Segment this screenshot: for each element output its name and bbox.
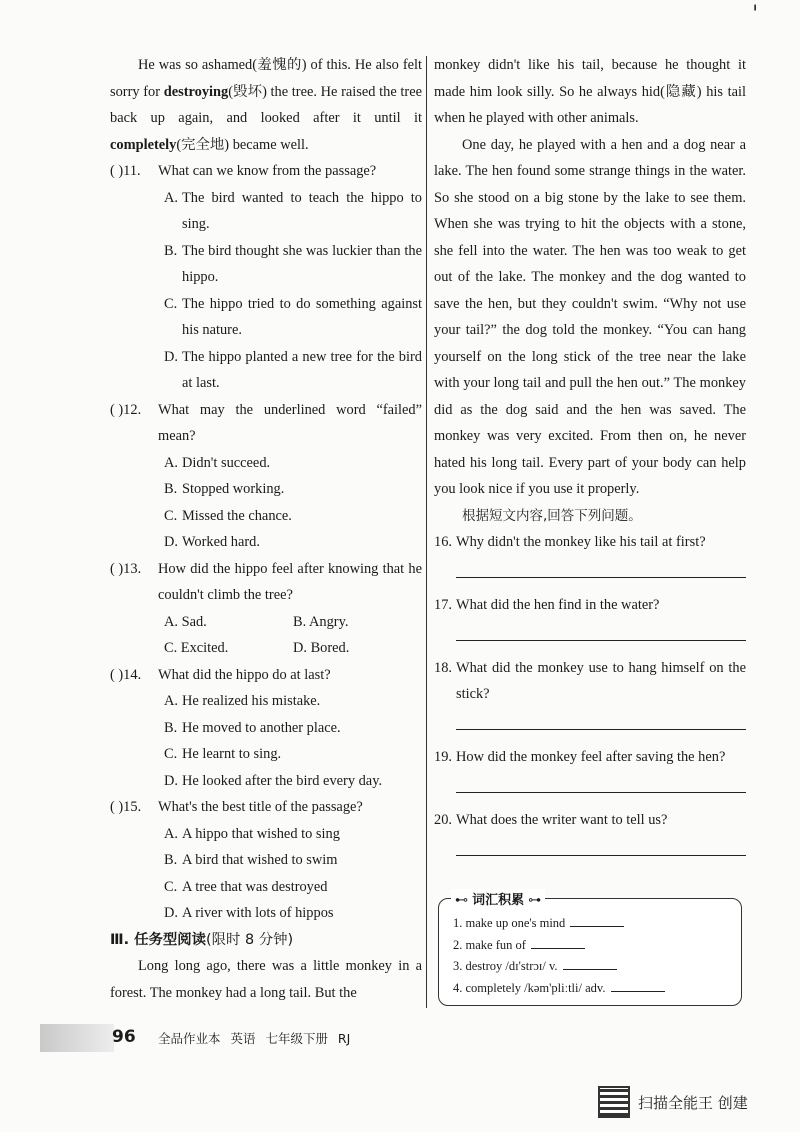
page-number: 96 bbox=[112, 1027, 136, 1047]
footer-shade bbox=[40, 1024, 114, 1052]
question-12 bbox=[110, 397, 422, 556]
option-b: B. The bird thought she was luckier than the hippo. bbox=[164, 242, 422, 285]
question-20: 20. What does the writer want to tell us? bbox=[434, 807, 746, 856]
passage-start: Long long ago, there was a little monkey in a forest. The monkey had a long tail. But the bbox=[110, 958, 422, 1001]
column-divider bbox=[426, 56, 427, 1008]
instruction: 根据短文内容,回答下列问题。 bbox=[462, 507, 642, 524]
vocabulary-title: ⊷ 词汇积累 ⊶ bbox=[451, 889, 545, 908]
vocab-item: 4. completely /kəm'pliːtli/ adv. bbox=[453, 978, 741, 1000]
corner-mark: ╹ bbox=[752, 6, 759, 17]
vocabulary-box bbox=[438, 893, 742, 1006]
question-13 bbox=[110, 556, 422, 662]
section-heading: Ⅲ. 任务型阅读(限时 8 分钟) bbox=[110, 931, 294, 948]
option-a: A. A hippo that wished to sing bbox=[164, 825, 340, 842]
answer-bracket[interactable]: ( )14. bbox=[110, 666, 142, 683]
fill-blank[interactable] bbox=[611, 979, 665, 992]
answer-bracket[interactable]: ( )13. bbox=[110, 560, 142, 577]
question-14 bbox=[110, 662, 422, 795]
option-d: D. The hippo planted a new tree for the bird at last. bbox=[164, 348, 422, 391]
question-text: What can we know from the passage? bbox=[158, 163, 377, 179]
option-d: D. Worked hard. bbox=[164, 534, 260, 550]
answer-line[interactable] bbox=[456, 717, 746, 730]
qr-code-icon bbox=[598, 1086, 630, 1118]
answer-line[interactable] bbox=[456, 565, 746, 578]
scanner-watermark bbox=[598, 1086, 778, 1120]
fill-blank[interactable] bbox=[570, 914, 624, 927]
option-a: A. The bird wanted to teach the hippo to sing. bbox=[164, 189, 422, 232]
fill-blank[interactable] bbox=[531, 936, 585, 949]
option-row: C. Excited. D. Bored. bbox=[164, 640, 350, 656]
option-d: D. He looked after the bird every day. bbox=[164, 772, 383, 789]
option-b: B. He moved to another place. bbox=[164, 719, 341, 736]
answer-line[interactable] bbox=[456, 843, 746, 856]
right-column bbox=[434, 52, 746, 870]
question-11 bbox=[110, 158, 422, 397]
question-text: What may the underlined word “failed” mean? bbox=[158, 401, 422, 444]
option-a: A. He realized his mistake. bbox=[164, 693, 321, 709]
option-d: D. A river with lots of hippos bbox=[164, 905, 334, 921]
option-row: A. Sad. B. Angry. bbox=[164, 613, 349, 630]
left-column bbox=[110, 52, 422, 1006]
question-16: 16. Why didn't the monkey like his tail at first? bbox=[434, 529, 746, 578]
option-c: C. He learnt to sing. bbox=[164, 746, 282, 762]
question-text: How did the hippo feel after knowing that he couldn't climb the tree? bbox=[158, 560, 422, 603]
question-text: What's the best title of the passage? bbox=[158, 799, 363, 815]
fill-blank[interactable] bbox=[563, 957, 617, 970]
question-18: 18. What did the monkey use to hang himself on the stick? bbox=[434, 655, 746, 730]
option-c: C. The hippo tried to do something against his nature. bbox=[164, 295, 422, 338]
watermark-text: 扫描全能王 创建 bbox=[638, 1094, 748, 1112]
answer-bracket[interactable]: ( )15. bbox=[110, 799, 142, 815]
passage-continued: monkey didn't like his tail, because he thought it made him look silly. So he always hid(隐藏) his tail when he played with other animals. bbox=[434, 57, 746, 126]
answer-bracket[interactable]: ( )11. bbox=[110, 163, 141, 179]
option-a: A. Didn't succeed. bbox=[164, 454, 271, 471]
passage-paragraph-2: One day, he played with a hen and a dog near a lake. The hen found some strange things in the water. So she stood on a big stone by the lake to see them. When she was trying to hit the objects with a stone, she fell into the water. The hen was too weak to get out of the lake. The monkey and the dog wanted to save the hen, but they couldn't swim. “Why not use your tail?” the dog told the monkey. “You can hang yourself on the long stick of the tree near the lake with your long tail and pull the hen out.” The monkey did as the dog said and the hen was saved. The monkey was very excited. From then on, he never hated his long tail. Every part of your body can help you look nice if you use it properly. bbox=[434, 136, 746, 497]
question-17: 17. What did the hen find in the water? bbox=[434, 592, 746, 641]
book-info: 全品作业本 英语 七年级下册 RJ bbox=[158, 1031, 351, 1046]
vocab-item: 3. destroy /dɪ'strɔɪ/ v. bbox=[453, 956, 741, 978]
answer-line[interactable] bbox=[456, 780, 746, 793]
intro-paragraph: He was so ashamed(羞愧的) of this. He also felt sorry for destroying(毁坏) the tree. He raised the tree back up again, and looked after it until it completely(完全地) became well. bbox=[110, 57, 422, 153]
answer-line[interactable] bbox=[456, 628, 746, 641]
question-19: 19. How did the monkey feel after saving the hen? bbox=[434, 744, 746, 793]
option-b: B. A bird that wished to swim bbox=[164, 852, 338, 868]
option-c: C. Missed the chance. bbox=[164, 507, 292, 524]
page-footer bbox=[40, 1024, 440, 1052]
question-15 bbox=[110, 794, 422, 927]
option-c: C. A tree that was destroyed bbox=[164, 878, 328, 895]
question-text: What did the hippo do at last? bbox=[158, 666, 331, 683]
option-b: B. Stopped working. bbox=[164, 481, 285, 497]
vocab-item: 2. make fun of bbox=[453, 935, 741, 957]
answer-bracket[interactable]: ( )12. bbox=[110, 401, 142, 418]
vocab-item: 1. make up one's mind bbox=[453, 913, 741, 935]
